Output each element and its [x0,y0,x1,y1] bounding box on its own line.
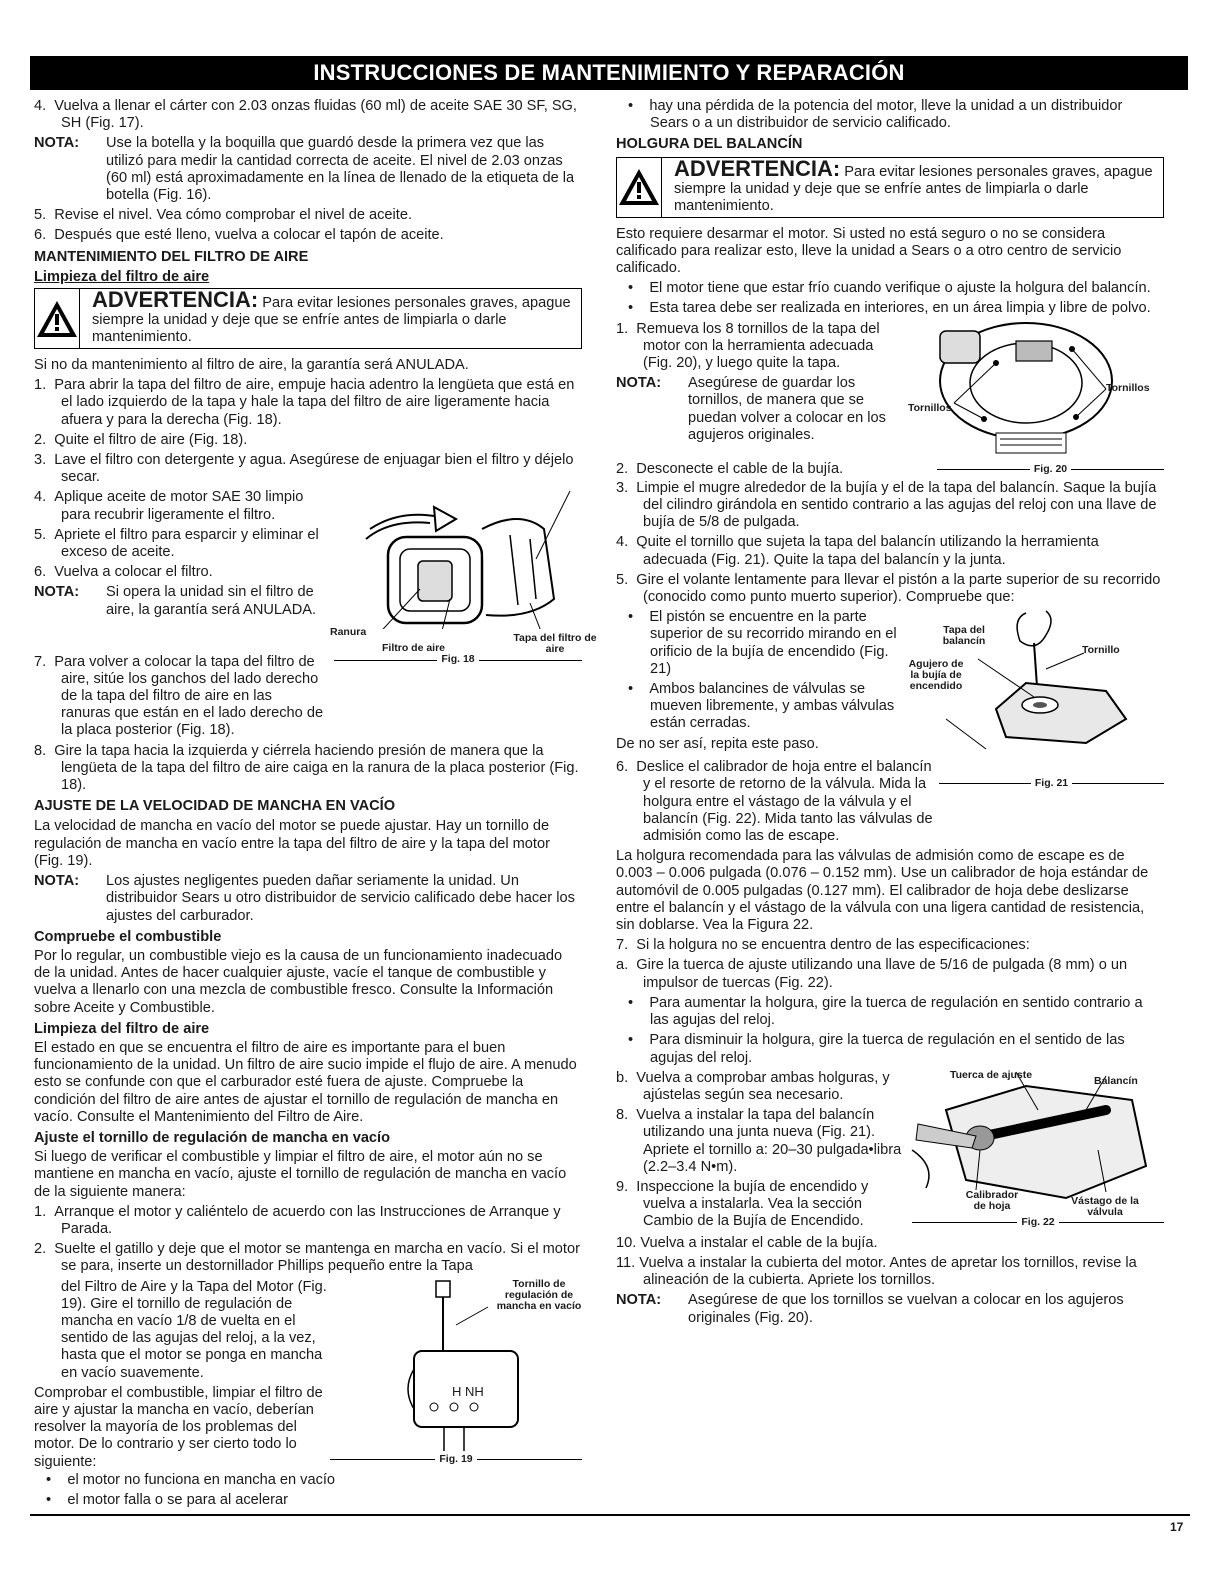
note-bottle: NOTA: Use la botella y la boquilla que guardó desde la primera vez que las utilizó para medir la cantidad correcta de aceite. El nivel de 2.03 onzas (60 ml) está aproximadamente en la línea de llenado de la etiqueta de la botella (Fig. 16). [34,135,575,204]
bullet-increase: • Para aumentar la holgura, gire la tuerca de regulación en sentido contrario a las agujas del reloj. [628,994,1143,1029]
h-nh-readout: H NH [452,1383,484,1399]
label-adjust-nut: Tuerca de ajuste [950,1068,1033,1081]
note-keep-screws: NOTA: Asegúrese de guardar los tornillos, de manera que se puedan volver a colocar en los agujeros originales. [616,375,886,443]
banner-title: INSTRUCCIONES DE MANTENIMIENTO Y REPARACIÓN [313,60,905,85]
label-ranura: Ranura [330,626,367,639]
valve-step-6-row [616,759,1164,845]
filter-step-3: 3. Lave el filtro con detergente y agua. Asegúrese de enjuagar bien el filtro y déjelo secar. [34,452,574,486]
fig20-block [616,321,1164,461]
bullet-clean-area: • Esta tarea debe ser realizada en interiores, en un área limpia y libre de polvo. [628,300,1151,317]
valve-step-9: 9. Inspeccione la bujía de encendido y vuelva a instalarla. Vea la sección Cambio de la Bujía de Encendido. [616,1178,869,1230]
fig18-caption: Fig. 18 [334,651,582,668]
valve-step-1: 1. Remueva los 8 tornillos de la tapa del motor con la herramienta adecuada (Fig. 20), y luego quite la tapa. [616,320,880,372]
fig20-caption: Fig. 20 [937,461,1164,478]
idle-screw-illustration [334,1279,582,1465]
filter-step-8: 8. Gire la tapa hacia la izquierda y ciérrela haciendo presión de manera que la lengüeta de la tapa del filtro de aire caiga en la ranura de la placa posterior (Fig. 18). [34,742,579,794]
filter-step-1: 1. Para abrir la tapa del filtro de aire, empuje hacia adentro la lengüeta que está en el lado izquierdo de la tapa y hale la tapa del filtro de aire ligeramente hacia afuera y para la derecha (Fig. 18). [34,377,575,428]
label-screws-left: Tornillos [908,401,952,414]
fig22-caption: Fig. 22 [912,1214,1164,1231]
valve-step-10: 10. Vuelva a instalar el cable de la bujía. [616,1234,878,1251]
warning-triangle-icon [35,289,80,348]
heading-adjust-screw: Ajuste el tornillo de regulación de mancha en vacío [34,1129,391,1146]
step-check-level: 5. Revise el nivel. Vea cómo comprobar el nivel de aceite. [34,207,413,224]
valve-step-a: a. Gire la tuerca de ajuste utilizando una llave de 5/16 de pulgada (8 mm) o un impulsor de tuercas (Fig. 22). [616,957,1128,991]
screw-step-2a: 2. Suelte el gatillo y deje que el motor se mantenga en marcha en vacío. Si el motor se para, inserte un destornillador Phillips pequeño entre la Tapa [34,1241,580,1275]
repeat-step: De no ser así, repita este paso. [616,735,819,752]
warranty-void-text: Si no da mantenimiento al filtro de aire, la garantía será ANULADA. [34,357,469,374]
bullet-stall: • el motor falla o se para al acelerar [46,1492,288,1509]
check-text: Comprobar el combustible, limpiar el filtro de aire y ajustar la mancha en vacío, deberían resolver la mayoría de los problemas del motor. De lo contrario y ser cierto todo lo siguiente: [34,1384,323,1470]
air-filter-illustration [330,489,597,656]
label-feeler-gauge: Calibrador de hoja [965,1188,1019,1212]
adjust-screw-text: Si luego de verificar el combustible y limpiar el filtro de aire, el motor aún no se mantiene en mancha en vacío, ajuste el tornillo de regulación de mancha en vacío de la siguiente manera: [34,1149,567,1200]
section-banner [30,56,1188,90]
right-column [616,98,1164,1330]
warning-box-2: ADVERTENCIA: Para evitar lesiones personales graves, apague siempre la unidad y deje que se enfríe antes de limpiarla o darle mantenimiento. [616,157,1164,218]
label-filtro: Filtro de aire [382,642,446,655]
rocker-cover-illustration [906,609,1164,759]
valve-step-8: 8. Vuelva a instalar la tapa del balancín utilizando una junta nueva (Fig. 21). Apriete el tornillo a: 20–30 pulgada•libra (2.2–3.4 N•m). [616,1107,902,1175]
fig18-block [34,489,597,656]
label-plug-hole: Agujero de la bujía de encendido [908,658,964,693]
filter-step-6: 6. Vuelva a colocar el filtro. [34,564,213,581]
heading-check-fuel: Compruebe el combustible [34,928,222,945]
subheading-clean-filter: Limpieza del filtro de aire [34,268,210,285]
heading-air-filter: MANTENIMIENTO DEL FILTRO DE AIRE [34,248,309,265]
bullet-cold-engine: • El motor tiene que estar frío cuando verifique o ajuste la holgura del balancín. [628,280,1151,297]
valve-intro: Esto requiere desarmar el motor. Si usted no está seguro o no se considera calificado para realizar esto, lleve la unidad a Sears o a otro centro de servicio calificado. [616,225,1122,277]
filter-step-7: 7. Para volver a colocar la tapa del filtro de aire, sitúe los ganchos del lado derecho de la tapa del filtro de aire en las ranuras que están en el lado derecho de la placa posterior (Fig. 18). [34,653,324,739]
label-idle-screw: Tornillo de regulación de mancha en vacío [496,1277,582,1312]
screw-step-1: 1. Arranque el motor y caliéntelo de acuerdo con las Instrucciones de Arranque y Parada. [34,1203,561,1237]
feeler-gauge-illustration [906,1070,1164,1220]
fuel-text: Por lo regular, un combustible viejo es la causa de un funcionamiento inadecuado de la unidad. Antes de hacer cualquier ajuste, vacíe el tanque de combustible y vuelva a llenarlo con una mezcla de combustible fresco. Consulte la Información sobre Aceite y Combustible. [34,947,563,1016]
filter-step-5: 5. Apriete el filtro para esparcir y eliminar el exceso de aceite. [34,526,319,561]
valve-step-7: 7. Si la holgura no se encuentra dentro de las especificaciones: [616,937,1030,954]
warning-box: ADVERTENCIA: Para evitar lesiones personales graves, apague siempre la unidad y deje que se enfríe antes de limpiarla o darle mantenimiento. [34,288,582,349]
clean-filter-text: El estado en que se encuentra el filtro de aire es importante para el buen funcionamiento de la unidad. Un filtro de aire sucio impide el flujo de aire. A menudo esto se confunde con que el carburador esté fuera de ajuste. Compruebe la condición del filtro de aire antes de ajustar el tornillo de regulación de mancha en vacío. Consulte el Mantenimiento del Filtro de Aire. [34,1039,577,1125]
warning-triangle-icon [617,158,662,217]
filter-step-4: 4. Aplique aceite de motor SAE 30 limpio para recubrir ligeramente el filtro. [34,489,304,523]
label-valve-stem: Vástago de la válvula [1071,1194,1139,1218]
note-warranty: NOTA: Si opera la unidad sin el filtro de aire, la garantía será ANULADA. [34,584,317,618]
note-carburetor: NOTA: Los ajustes negligentes pueden dañar seriamente la unidad. Un distribuidor Sears u otro distribuidor de servicio calificado debe hacer los ajustes del carburador. [34,873,575,924]
fig22-block [616,1070,1164,1234]
screw-step-2b: del Filtro de Aire y la Tapa del Motor (Fig. 19). Gire el tornillo de regulación de mancha en vacío 1/8 de vuelta en el sentido de las agujas del reloj, a la vez, hasta que el motor se ponga en mancha en vacío suavemente. [61,1278,327,1381]
label-rocker-cover: Tapa del balancín [942,624,986,648]
fig21-block [616,609,1164,759]
footer-rule [30,1514,1190,1516]
valve-step-b: b. Vuelva a comprobar ambas holguras, y ajústelas según sea necesario. [616,1069,890,1103]
valve-step-2-row [616,461,1164,478]
label-tapa-filtro: Tapa del filtro de aire [513,632,597,656]
engine-cover-illustration [906,321,1164,461]
idle-text: La velocidad de mancha en vacío del motor se puede ajustar. Hay un tornillo de regulación de mancha en vacío entre la tapa del filtro de aire y la tapa del motor (Fig. 19). [34,818,550,869]
filter-step-2: 2. Quite el filtro de aire (Fig. 18). [34,431,248,448]
valve-step-11: 11. Vuelva a instalar la cubierta del motor. Antes de apretar los tornillos, revise la alineación de la cubierta. Apriete los tornillos. [616,1254,1137,1289]
fig19-block [34,1279,582,1471]
heading-clean-filter-2: Limpieza del filtro de aire [34,1020,210,1037]
bullet-decrease: • Para disminuir la holgura, gire la tuerca de regulación en el sentido de las agujas del reloj. [628,1032,1125,1066]
step-replace-cap: 6. Después que esté lleno, vuelva a colocar el tapón de aceite. [34,227,444,244]
clearance-spec: La holgura recomendada para las válvulas de admisión como de escape es de 0.003 – 0.006 pulgada (0.076 – 0.152 mm). Use un calibrador de hoja estándar de automóvil de 0.005 pulgadas (0.127 mm). El calibrador de hoja debe deslizarse entre el balancín y el vástago de la válvula con una ligera cantidad de resistencia, sin doblarse. Vea la Figura 22. [616,848,1149,934]
page-number: 17 [1170,1520,1184,1534]
step-oil-refill: 4. Vuelva a llenar el cárter con 2.03 onzas fluidas (60 ml) de aceite SAE 30 SF, SG, SH (Fig. 17). [34,98,577,132]
fig19-caption: Fig. 19 [330,1451,582,1468]
left-column [34,98,597,1512]
heading-valve-clearance: HOLGURA DEL BALANCÍN [616,136,803,153]
heading-idle-speed: AJUSTE DE LA VELOCIDAD DE MANCHA EN VACÍO [34,798,396,815]
label-screws-right: Tornillos [1106,381,1150,394]
valve-step-4: 4. Quite el tornillo que sujeta la tapa del balancín utilizando la herramienta adecuada (Fig. 21). Quite la tapa del balancín y la junta. [616,534,1099,568]
valve-step-2: 2. Desconecte el cable de la bujía. [616,460,844,477]
bullet-power-loss: • hay una pérdida de la potencia del motor, lleve la unidad a un distribuidor Sears o a un distribuidor de servicio calificado. [628,98,1123,132]
valve-step-6: 6. Deslice el calibrador de hoja entre el balancín y el resorte de retorno de la válvula. Mida la holgura entre el vástago de la válvula y el balancín (Fig. 22). Mida tanto las válvulas de admisión como las de escape. [616,759,933,845]
fig21-caption: Fig. 21 [939,775,1164,792]
bullet-rockers-free: • Ambos balancines de válvulas se mueven libremente, y ambas válvulas están cerradas. [628,681,895,732]
bullet-no-idle: • el motor no funciona en mancha en vacío [46,1472,336,1488]
label-rocker-arm: Balancín [1094,1074,1138,1087]
valve-step-3: 3. Limpie el mugre alrededor de la bujía y el de la tapa del balancín. Saque la bujía del cilindro girándola en sentido contrario a las agujas del reloj con una llave de bujía de 5/8 de pulgada. [616,479,1157,531]
note-original-holes: NOTA: Asegúrese de que los tornillos se vuelvan a colocar en los agujeros originales (Fig. 20). [616,1292,1124,1326]
label-screw: Tornillo [1082,644,1120,657]
valve-step-5: 5. Gire el volante lentamente para llevar el pistón a la parte superior de su recorrido (conocido como punto muerto superior). Compruebe que: [616,571,1161,606]
bullet-piston-top: • El pistón se encuentre en la parte superior de su recorrido mirando en el orificio de la bujía de encendido (Fig. 21) [628,609,897,677]
